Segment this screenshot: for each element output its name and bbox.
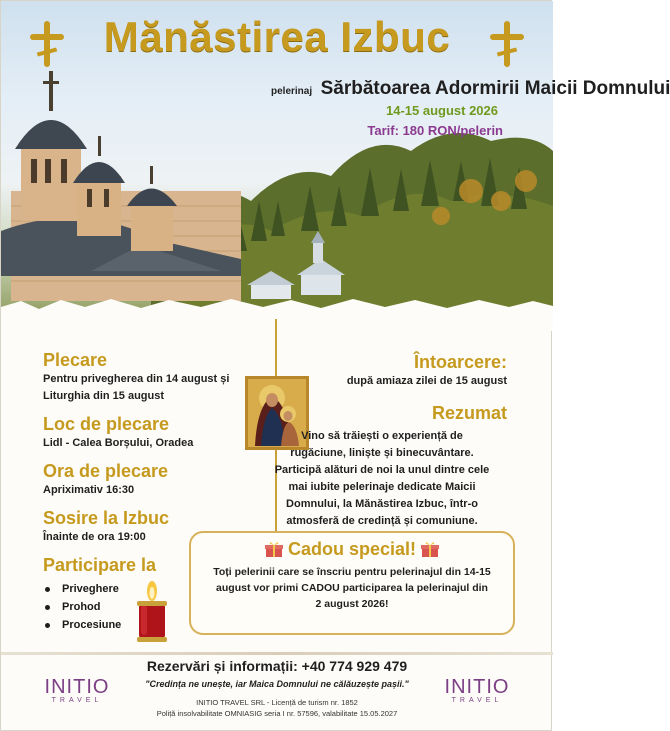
event-name: Sărbătoarea Adormirii Maicii Domnului — [320, 78, 670, 99]
contact-line: Rezervări și informații: +40 774 929 479 — [146, 658, 408, 674]
event-subtitle — [271, 78, 670, 100]
arrival-heading: Sosire la Izbuc — [43, 508, 170, 528]
departure-time-heading: Ora de plecare — [43, 461, 169, 481]
gift-title: Cadou special! — [191, 539, 513, 560]
departure-line-2: Liturghia din 15 august — [43, 390, 165, 402]
list-item: Procesiune — [45, 616, 283, 634]
list-item: Priveghere — [45, 580, 283, 598]
price-label: Tarif: 180 RON/pelerin — [367, 123, 503, 138]
summary-line: Participă alături de noi la unul dintre cele — [274, 464, 490, 476]
return-heading: Întoarcere: — [413, 352, 507, 372]
departure-time-text: Apriximativ 16:30 — [43, 484, 135, 496]
insurance-text: Poliță insolvabilitate OMNIASIG seria I nr. 57596, valabilitate 15.05.2027 — [156, 709, 398, 718]
gift-icon — [421, 540, 439, 558]
summary-line: mai iubite pelerinaje dedicate Maicii — [288, 481, 476, 493]
summary-heading: Rezumat — [431, 403, 507, 423]
summary-line: Vino să trăiești o experiență de — [301, 430, 463, 442]
event-dates: 14-15 august 2026 — [385, 103, 498, 118]
departure-place-text: Lidl - Calea Borșului, Oradea — [43, 437, 194, 449]
special-gift-box — [189, 531, 515, 635]
hero-photo — [1, 1, 670, 331]
departure-place-heading: Loc de plecare — [43, 414, 170, 434]
departure-time-section — [43, 460, 283, 499]
footer-quote: "Credința ne unește, iar Maica Domnului ne călăuzește pașii." — [145, 679, 409, 689]
departure-line-1: Pentru privegherea din 14 august și — [43, 373, 230, 385]
list-item: Prohod — [45, 598, 283, 616]
departure-heading: Plecare — [43, 350, 108, 370]
gift-icon — [265, 540, 283, 558]
footer-separator — [1, 652, 553, 655]
gift-description: Toți pelerinii care se înscriu pentru pelerinajul din 14-15 august vor primi CADOU participarea la pelerinajul din 2 august 2026! — [213, 566, 491, 610]
summary-line: Domnului, la Mănăstirea Izbuc, într-o — [286, 498, 478, 510]
details-right-column — [257, 351, 507, 530]
license-text: INITIO TRAVEL SRL - Licență de turism nr. 1852 — [196, 698, 358, 707]
return-text: după amiaza zilei de 15 august — [346, 375, 507, 387]
initio-travel-logo: INITIO TRAVEL — [444, 676, 510, 704]
page-title: Mănăstirea Izbuc — [103, 13, 451, 60]
event-kind: pelerinaj — [271, 86, 313, 97]
summary-line: atmosferă de credință și comuniune. — [286, 515, 478, 527]
participation-heading: Participare la — [43, 555, 157, 575]
initio-travel-logo: INITIO TRAVEL — [44, 676, 110, 704]
summary-line: rugăciune, liniște și binecuvântare. — [290, 447, 474, 459]
summary-text — [257, 428, 507, 530]
candle-icon — [135, 579, 169, 643]
arrival-text: Înainte de ora 19:00 — [43, 531, 146, 543]
